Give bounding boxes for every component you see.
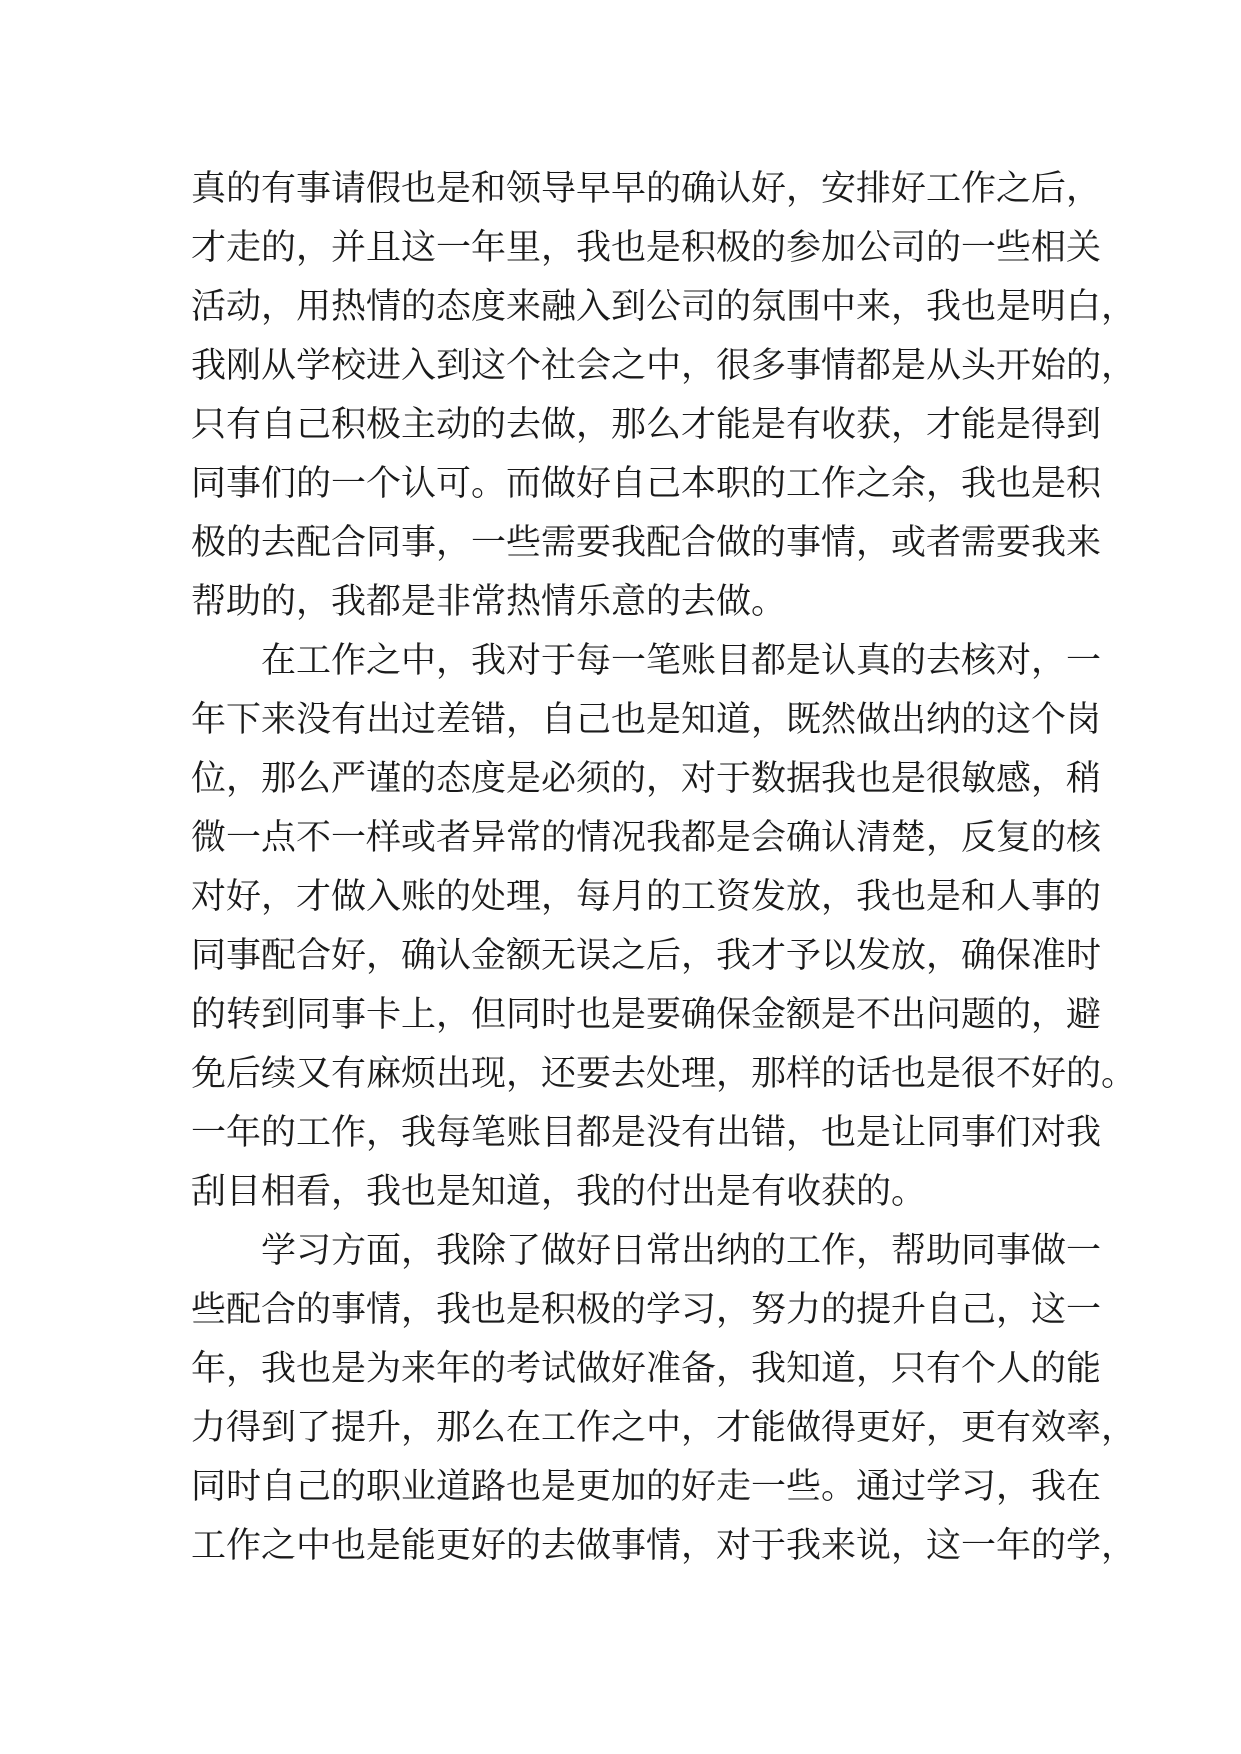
text-line: 微一点不一样或者异常的情况我都是会确认清楚，反复的核 [191,818,1102,858]
text-line: 力得到了提升，那么在工作之中，才能做得更好，更有效率， [191,1408,1137,1448]
text-line: 的转到同事卡上，但同时也是要确保金额是不出问题的，避 [191,995,1102,1035]
text-line: 只有自己积极主动的去做，那么才能是有收获，才能是得到 [191,405,1102,445]
text-line: 极的去配合同事，一些需要我配合做的事情，或者需要我来 [191,523,1102,563]
text-line: 真的有事请假也是和领导早早的确认好，安排好工作之后， [191,169,1102,209]
text-line: 免后续又有麻烦出现，还要去处理，那样的话也是很不好的。 [191,1054,1137,1094]
text-line: 年下来没有出过差错，自己也是知道，既然做出纳的这个岗 [191,700,1102,740]
text-line: 帮助的，我都是非常热情乐意的去做。 [191,582,787,622]
text-line: 在工作之中，我对于每一笔账目都是认真的去核对，一 [261,641,1102,681]
text-line: 位，那么严谨的态度是必须的，对于数据我也是很敏感，稍 [191,759,1102,799]
text-line: 活动，用热情的态度来融入到公司的氛围中来，我也是明白， [191,287,1137,327]
text-line: 同事配合好，确认金额无误之后，我才予以发放，确保准时 [191,936,1102,976]
text-line: 对好，才做入账的处理，每月的工资发放，我也是和人事的 [191,877,1102,917]
text-line: 学习方面，我除了做好日常出纳的工作，帮助同事做一 [261,1231,1102,1271]
text-line: 一年的工作，我每笔账目都是没有出错，也是让同事们对我 [191,1113,1102,1153]
paragraph-3 [191,1222,1137,1576]
paragraph-1 [191,160,1137,632]
text-line: 年，我也是为来年的考试做好准备，我知道，只有个人的能 [191,1349,1102,1389]
text-line: 才走的，并且这一年里，我也是积极的参加公司的一些相关 [191,228,1102,268]
text-line: 刮目相看，我也是知道，我的付出是有收获的。 [191,1172,927,1212]
document-body [191,160,1137,1576]
paragraph-2 [191,632,1137,1222]
text-line: 同事们的一个认可。而做好自己本职的工作之余，我也是积 [191,464,1102,504]
text-line: 些配合的事情，我也是积极的学习，努力的提升自己，这一 [191,1290,1102,1330]
text-line: 工作之中也是能更好的去做事情，对于我来说，这一年的学， [191,1526,1137,1566]
text-line: 我刚从学校进入到这个社会之中，很多事情都是从头开始的， [191,346,1137,386]
text-line: 同时自己的职业道路也是更加的好走一些。通过学习，我在 [191,1467,1102,1507]
